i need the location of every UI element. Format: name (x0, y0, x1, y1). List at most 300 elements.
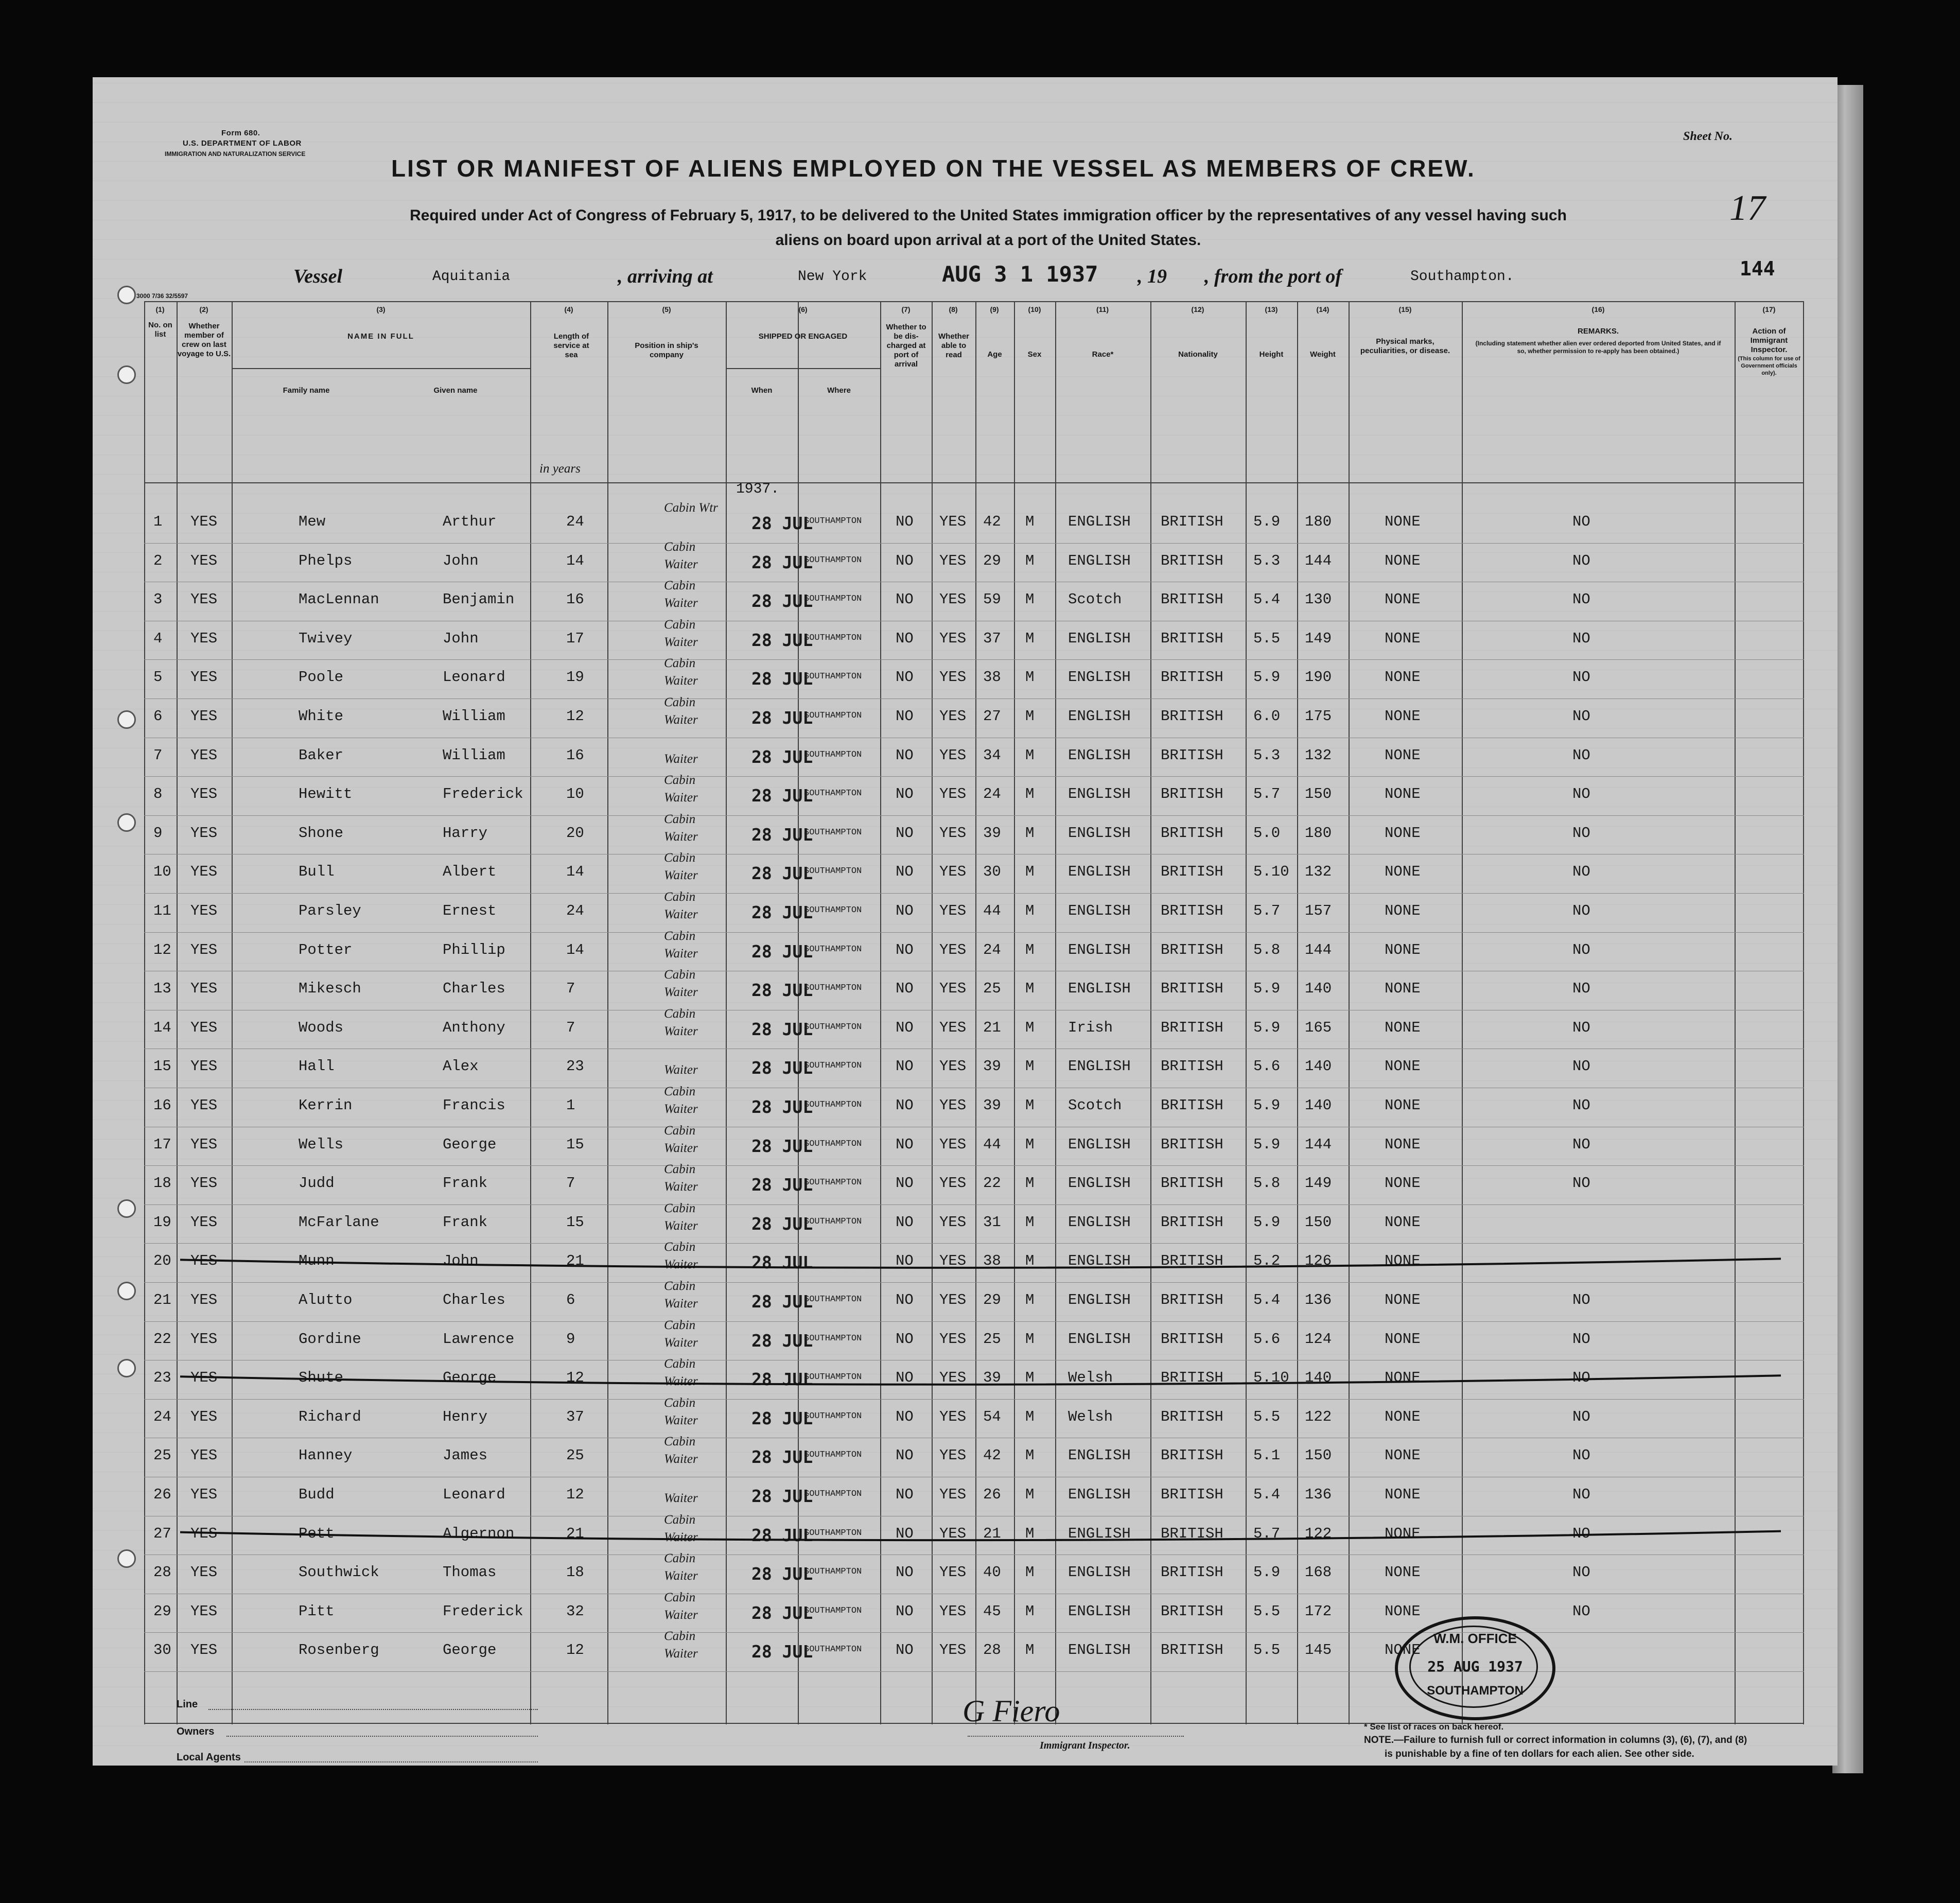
discharged-flag: NO (896, 1642, 914, 1659)
position-bottom: Waiter (664, 1647, 698, 1661)
header-when: When (751, 386, 773, 395)
header-where: Where (827, 386, 851, 395)
shipped-where: SOUTHAMPTON (804, 672, 862, 682)
nationality: BRITISH (1161, 708, 1223, 725)
column-number: (3) (376, 305, 386, 313)
sex: M (1025, 1330, 1035, 1348)
service-years: 21 (566, 1525, 584, 1542)
given-name: Frank (443, 1175, 488, 1192)
position-bottom: Waiter (664, 985, 698, 1000)
shipped-where: SOUTHAMPTON (804, 633, 862, 643)
family-name: Gordine (299, 1330, 361, 1348)
shipped-where: SOUTHAMPTON (804, 1295, 862, 1304)
row-number: 6 (153, 708, 163, 725)
physical-marks: NONE (1385, 863, 1421, 881)
given-name: John (443, 1252, 479, 1270)
discharged-flag: NO (896, 863, 914, 881)
shipped-when: 28 JUL (751, 1291, 813, 1312)
shipped-when: 28 JUL (751, 980, 813, 1001)
given-name: George (443, 1136, 497, 1153)
height: 5.4 (1253, 591, 1281, 608)
position-bottom: Waiter (664, 713, 698, 727)
race: ENGLISH (1068, 1564, 1131, 1581)
able-to-read: YES (939, 669, 967, 686)
age: 21 (983, 1525, 1001, 1542)
service-years: 32 (566, 1602, 584, 1620)
column-number: (9) (990, 305, 999, 313)
family-name: Alutto (299, 1291, 353, 1308)
punch-hole (117, 365, 136, 384)
position-bottom: Waiter (664, 1452, 698, 1466)
weight: 165 (1305, 1019, 1332, 1036)
shipped-where: SOUTHAMPTON (804, 1645, 862, 1655)
row-number: 1 (153, 513, 163, 530)
given-name: Phillip (443, 941, 505, 958)
sex: M (1025, 746, 1035, 764)
weight: 168 (1305, 1564, 1332, 1581)
shipped-when: 28 JUL (751, 1213, 813, 1234)
column-number: (13) (1265, 305, 1278, 313)
position-top: Cabin (664, 1435, 696, 1449)
row-number: 27 (153, 1525, 171, 1542)
family-name: Munn (299, 1252, 335, 1270)
age: 28 (983, 1642, 1001, 1659)
discharged-flag: NO (896, 513, 914, 530)
race: ENGLISH (1068, 941, 1131, 958)
height: 6.0 (1253, 708, 1281, 725)
height: 5.4 (1253, 1486, 1281, 1503)
position-top: Cabin (664, 1629, 696, 1644)
nationality: BRITISH (1161, 1408, 1223, 1425)
weight: 130 (1305, 591, 1332, 608)
row-number: 9 (153, 824, 163, 842)
nationality: BRITISH (1161, 980, 1223, 998)
remarks: NO (1572, 552, 1590, 569)
nationality: BRITISH (1161, 902, 1223, 919)
physical-marks: NONE (1385, 824, 1421, 842)
sex: M (1025, 785, 1035, 803)
position-top: Cabin (664, 1240, 696, 1254)
physical-marks: NONE (1385, 1019, 1421, 1036)
physical-marks: NONE (1385, 1642, 1421, 1659)
header-no-on-list: No. on list (148, 321, 172, 339)
age: 21 (983, 1019, 1001, 1036)
physical-marks: NONE (1385, 591, 1421, 608)
member-last-voyage: YES (190, 1291, 218, 1308)
position-bottom: Waiter (664, 1180, 698, 1194)
position-bottom: Waiter (664, 946, 698, 961)
position-bottom: Waiter (664, 1413, 698, 1427)
punch-hole (117, 710, 136, 729)
family-name: Richard (299, 1408, 361, 1425)
physical-marks: NONE (1385, 1602, 1421, 1620)
age: 26 (983, 1486, 1001, 1503)
height: 5.9 (1253, 669, 1281, 686)
row-number: 23 (153, 1369, 171, 1387)
shipped-when: 28 JUL (751, 863, 813, 884)
subtitle-line-2: aliens on board upon arrival at a port of the United States. (775, 232, 1201, 249)
strike-through-lines (144, 301, 1804, 1724)
weight: 145 (1305, 1642, 1332, 1659)
remarks: NO (1572, 1330, 1590, 1348)
row-number: 28 (153, 1564, 171, 1581)
family-name: Mikesch (299, 980, 361, 998)
discharged-flag: NO (896, 669, 914, 686)
given-name: John (443, 552, 479, 569)
sex: M (1025, 1564, 1035, 1581)
header-remarks: REMARKS. (1577, 327, 1619, 336)
position-top: Cabin (664, 1512, 696, 1527)
sex: M (1025, 941, 1035, 958)
sex: M (1025, 824, 1035, 842)
shipped-where: SOUTHAMPTON (804, 1372, 862, 1383)
form-number: Form 680. (221, 129, 260, 137)
position-bottom: Waiter (664, 1063, 698, 1077)
nationality: BRITISH (1161, 1136, 1223, 1153)
service-years: 24 (566, 513, 584, 530)
able-to-read: YES (939, 1019, 967, 1036)
header-weight: Weight (1310, 350, 1336, 359)
age: 39 (983, 824, 1001, 842)
weight: 175 (1305, 708, 1332, 725)
member-last-voyage: YES (190, 1486, 218, 1503)
position-top: Cabin (664, 773, 696, 788)
vessel-label: Vessel (293, 266, 342, 287)
shipped-when: 28 JUL (751, 941, 813, 962)
physical-marks: NONE (1385, 552, 1421, 569)
physical-marks: NONE (1385, 513, 1421, 530)
race: ENGLISH (1068, 630, 1131, 647)
discharged-flag: NO (896, 1252, 914, 1270)
remarks: NO (1572, 1602, 1590, 1620)
given-name: Lawrence (443, 1330, 515, 1348)
member-last-voyage: YES (190, 1058, 218, 1075)
office-stamp-bottom: SOUTHAMPTON (1427, 1684, 1524, 1698)
row-number: 24 (153, 1408, 171, 1425)
position-top: Cabin (664, 1006, 696, 1021)
height: 5.9 (1253, 1213, 1281, 1231)
race: Welsh (1068, 1369, 1113, 1387)
service-years: 12 (566, 1486, 584, 1503)
year-suffix: , 19 (1137, 266, 1167, 287)
height: 5.8 (1253, 1175, 1281, 1192)
shipped-when: 28 JUL (751, 1252, 813, 1273)
shipped-where: SOUTHAMPTON (804, 827, 862, 837)
shipped-where: SOUTHAMPTON (804, 1605, 862, 1616)
race: ENGLISH (1068, 1213, 1131, 1231)
discharged-flag: NO (896, 1019, 914, 1036)
height: 5.9 (1253, 980, 1281, 998)
height: 5.9 (1253, 1564, 1281, 1581)
family-name: Hall (299, 1058, 335, 1075)
position-bottom: Waiter (664, 1218, 698, 1233)
age: 59 (983, 591, 1001, 608)
row-number: 2 (153, 552, 163, 569)
physical-marks: NONE (1385, 1175, 1421, 1192)
row-number: 7 (153, 746, 163, 764)
shipped-where: SOUTHAMPTON (804, 1216, 862, 1227)
height: 5.4 (1253, 1291, 1281, 1308)
weight: 157 (1305, 902, 1332, 919)
row-number: 21 (153, 1291, 171, 1308)
discharged-flag: NO (896, 1213, 914, 1231)
nationality: BRITISH (1161, 1058, 1223, 1075)
nationality: BRITISH (1161, 1369, 1223, 1387)
header-position: Position in ship's company (635, 341, 698, 359)
height: 5.3 (1253, 746, 1281, 764)
member-last-voyage: YES (190, 863, 218, 881)
sex: M (1025, 1019, 1035, 1036)
sex: M (1025, 863, 1035, 881)
shipped-when: 28 JUL (751, 1486, 813, 1506)
position-top: Cabin (664, 1395, 696, 1410)
sex: M (1025, 708, 1035, 725)
shipped-where: SOUTHAMPTON (804, 711, 862, 721)
sex: M (1025, 902, 1035, 919)
column-number: (5) (662, 305, 671, 313)
header-sex: Sex (1027, 350, 1042, 359)
service-years: 23 (566, 1058, 584, 1075)
strike-line (180, 1375, 1781, 1385)
height: 5.10 (1253, 863, 1289, 881)
shipped-where: SOUTHAMPTON (804, 1061, 862, 1071)
race: ENGLISH (1068, 824, 1131, 842)
physical-marks: NONE (1385, 1097, 1421, 1114)
discharged-flag: NO (896, 785, 914, 803)
header-nationality: Nationality (1178, 350, 1218, 359)
family-name: Woods (299, 1019, 344, 1036)
shipped-when: 28 JUL (751, 824, 813, 845)
header-height: Height (1259, 350, 1284, 359)
race: ENGLISH (1068, 746, 1131, 764)
shipped-when: 28 JUL (751, 902, 813, 922)
header-member-last-voyage: Whether member of crew on last voyage to U.S. (177, 322, 231, 358)
discharged-flag: NO (896, 1447, 914, 1464)
punch-hole (117, 1282, 136, 1300)
remarks: NO (1572, 1447, 1590, 1464)
race: Welsh (1068, 1408, 1113, 1425)
remarks: NO (1572, 980, 1590, 998)
height: 5.7 (1253, 1525, 1281, 1542)
row-number: 16 (153, 1097, 171, 1114)
sex: M (1025, 1213, 1035, 1231)
age: 34 (983, 746, 1001, 764)
nationality: BRITISH (1161, 1564, 1223, 1581)
given-name: Thomas (443, 1564, 497, 1581)
position-top: Cabin (664, 1201, 696, 1215)
physical-marks: NONE (1385, 1525, 1421, 1542)
remarks: NO (1572, 1486, 1590, 1503)
remarks: NO (1572, 1136, 1590, 1153)
from-port: Southampton. (1410, 269, 1514, 285)
position-top: Cabin (664, 1551, 696, 1566)
column-number: (15) (1398, 305, 1412, 313)
member-last-voyage: YES (190, 552, 218, 569)
physical-marks: NONE (1385, 1486, 1421, 1503)
sex: M (1025, 1602, 1035, 1620)
nationality: BRITISH (1161, 1019, 1223, 1036)
sex: M (1025, 980, 1035, 998)
able-to-read: YES (939, 552, 967, 569)
row-number: 19 (153, 1213, 171, 1231)
sex: M (1025, 1525, 1035, 1542)
height: 5.7 (1253, 902, 1281, 919)
family-name: McFarlane (299, 1213, 379, 1231)
member-last-voyage: YES (190, 824, 218, 842)
shipped-when: 28 JUL (751, 1564, 813, 1584)
physical-marks: NONE (1385, 1447, 1421, 1464)
race: ENGLISH (1068, 708, 1131, 725)
discharged-flag: NO (896, 1486, 914, 1503)
nationality: BRITISH (1161, 863, 1223, 881)
race: ENGLISH (1068, 1291, 1131, 1308)
physical-marks: NONE (1385, 941, 1421, 958)
height: 5.9 (1253, 1019, 1281, 1036)
physical-marks: NONE (1385, 708, 1421, 725)
member-last-voyage: YES (190, 1136, 218, 1153)
family-name: Potter (299, 941, 353, 958)
able-to-read: YES (939, 1447, 967, 1464)
given-name: James (443, 1447, 488, 1464)
sex: M (1025, 1408, 1035, 1425)
member-last-voyage: YES (190, 1602, 218, 1620)
family-name: Pitt (299, 1602, 335, 1620)
position-top: Cabin (664, 890, 696, 904)
height: 5.6 (1253, 1330, 1281, 1348)
arrival-port: New York (798, 269, 867, 285)
physical-marks: NONE (1385, 980, 1421, 998)
given-name: Anthony (443, 1019, 505, 1036)
weight: 190 (1305, 669, 1332, 686)
row-number: 26 (153, 1486, 171, 1503)
header-family-name: Family name (283, 386, 330, 395)
race: ENGLISH (1068, 863, 1131, 881)
discharged-flag: NO (896, 1330, 914, 1348)
given-name: Ernest (443, 902, 497, 919)
column-number: (6) (798, 305, 808, 313)
shipped-when: 28 JUL (751, 1330, 813, 1351)
row-number: 5 (153, 669, 163, 686)
header-given-name: Given name (433, 386, 478, 395)
race: ENGLISH (1068, 1447, 1131, 1464)
age: 44 (983, 1136, 1001, 1153)
height: 5.5 (1253, 1642, 1281, 1659)
office-stamp-date: 25 AUG 1937 (1427, 1658, 1523, 1675)
age: 22 (983, 1175, 1001, 1192)
member-last-voyage: YES (190, 746, 218, 764)
row-number: 14 (153, 1019, 171, 1036)
given-name: George (443, 1642, 497, 1659)
weight: 144 (1305, 552, 1332, 569)
age: 39 (983, 1369, 1001, 1387)
row-number: 15 (153, 1058, 171, 1075)
position-bottom: Waiter (664, 1102, 698, 1116)
given-name: Leonard (443, 669, 505, 686)
member-last-voyage: YES (190, 1330, 218, 1348)
age: 40 (983, 1564, 1001, 1581)
family-name: Phelps (299, 552, 353, 569)
able-to-read: YES (939, 1252, 967, 1270)
remarks: NO (1572, 1408, 1590, 1425)
height: 5.9 (1253, 1136, 1281, 1153)
position-bottom: Waiter (664, 1335, 698, 1350)
header-shipped-engaged: SHIPPED OR ENGAGED (758, 332, 848, 341)
sex: M (1025, 1642, 1035, 1659)
given-name: Harry (443, 824, 488, 842)
discharged-flag: NO (896, 746, 914, 764)
weight: 122 (1305, 1408, 1332, 1425)
department-name: U.S. DEPARTMENT OF LABOR (183, 139, 302, 148)
race: ENGLISH (1068, 1136, 1131, 1153)
nationality: BRITISH (1161, 746, 1223, 764)
race: ENGLISH (1068, 980, 1131, 998)
remarks: NO (1572, 1019, 1590, 1036)
age: 31 (983, 1213, 1001, 1231)
discharged-flag: NO (896, 630, 914, 647)
height: 5.2 (1253, 1252, 1281, 1270)
height: 5.6 (1253, 1058, 1281, 1075)
age: 29 (983, 1291, 1001, 1308)
sex: M (1025, 1291, 1035, 1308)
shipped-when: 28 JUL (751, 513, 813, 533)
height: 5.5 (1253, 1602, 1281, 1620)
shipped-where: SOUTHAMPTON (804, 1100, 862, 1110)
weight: 140 (1305, 980, 1332, 998)
physical-marks: NONE (1385, 902, 1421, 919)
remarks: NO (1572, 513, 1590, 530)
shipped-where: SOUTHAMPTON (804, 1411, 862, 1421)
race: ENGLISH (1068, 1602, 1131, 1620)
position-top: Cabin (664, 1162, 696, 1177)
nationality: BRITISH (1161, 1252, 1223, 1270)
weight: 132 (1305, 746, 1332, 764)
row-number: 18 (153, 1175, 171, 1192)
discharged-flag: NO (896, 1369, 914, 1387)
weight: 132 (1305, 863, 1332, 881)
row-number: 29 (153, 1602, 171, 1620)
remarks: NO (1572, 1564, 1590, 1581)
shipped-where: SOUTHAMPTON (804, 789, 862, 799)
remarks: NO (1572, 1369, 1590, 1387)
position-bottom: Waiter (664, 1374, 698, 1389)
height: 5.3 (1253, 552, 1281, 569)
given-name: Arthur (443, 513, 497, 530)
weight: 136 (1305, 1291, 1332, 1308)
see-list-note: * See list of races on back hereof. (1364, 1722, 1504, 1732)
shipped-when: 28 JUL (751, 669, 813, 689)
remarks: NO (1572, 863, 1590, 881)
physical-marks: NONE (1385, 1369, 1421, 1387)
row-number: 20 (153, 1252, 171, 1270)
able-to-read: YES (939, 746, 967, 764)
family-name: Bull (299, 863, 335, 881)
weight: 136 (1305, 1486, 1332, 1503)
sex: M (1025, 669, 1035, 686)
height: 5.0 (1253, 824, 1281, 842)
position-bottom: Waiter (664, 1024, 698, 1038)
shipped-where: SOUTHAMPTON (804, 1528, 862, 1538)
service-years: 20 (566, 824, 584, 842)
given-name: Charles (443, 980, 505, 998)
position-top: Cabin (664, 812, 696, 826)
header-discharged: Whether to be dis-charged at port of arrival (886, 323, 926, 369)
inspector-label: Immigrant Inspector. (1040, 1740, 1130, 1751)
punch-hole (117, 1359, 136, 1377)
discharged-flag: NO (896, 1564, 914, 1581)
age: 30 (983, 863, 1001, 881)
service-years: 15 (566, 1213, 584, 1231)
position-top: Cabin (664, 617, 696, 632)
